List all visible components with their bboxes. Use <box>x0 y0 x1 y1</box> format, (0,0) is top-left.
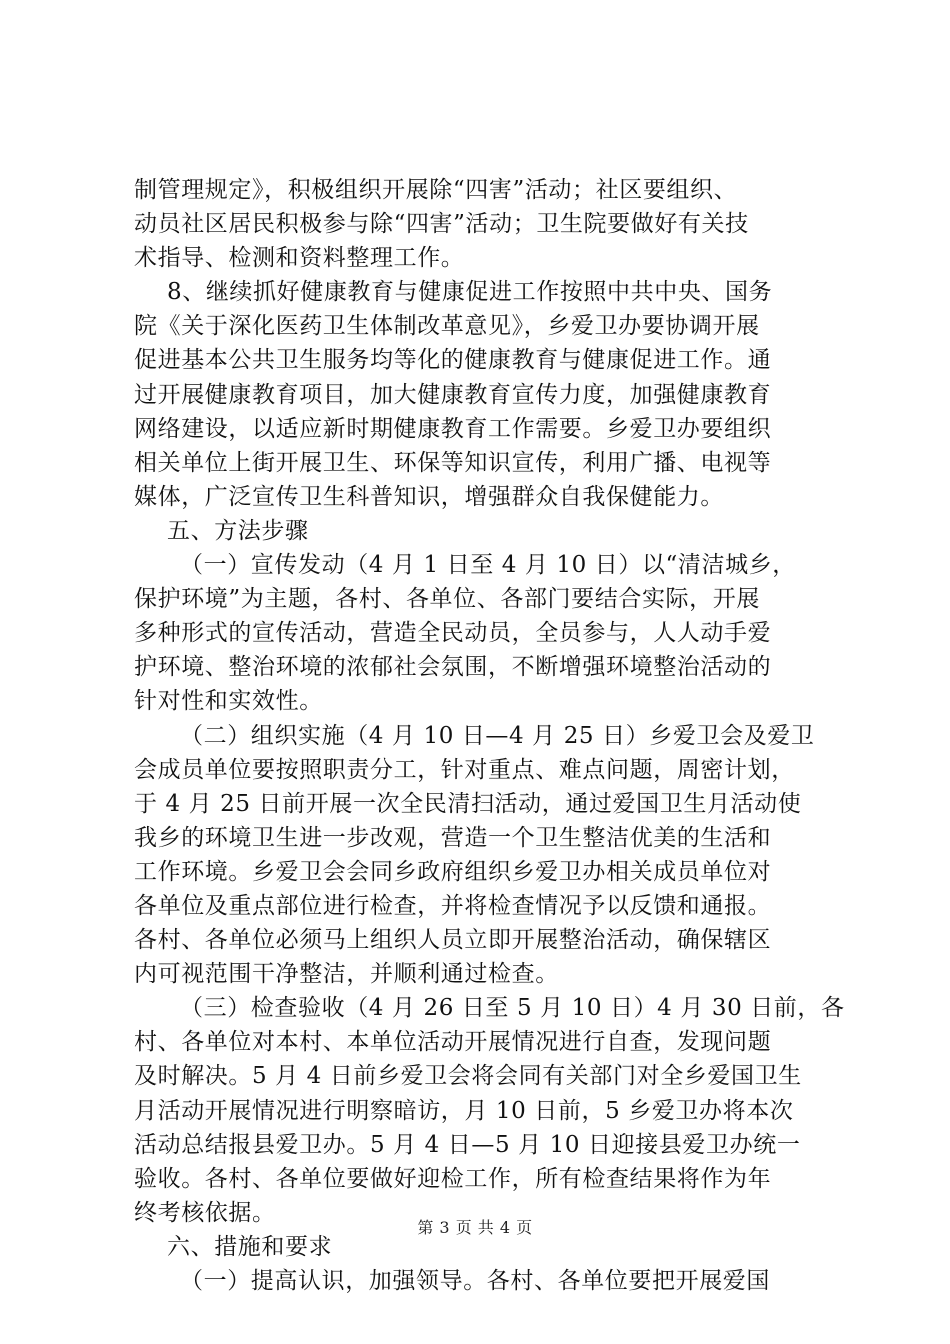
text-line: 动员社区居民积极参与除“四害”活动；卫生院要做好有关技 <box>134 211 749 238</box>
text-line: 术指导、检测和资料整理工作。 <box>134 245 465 272</box>
text-line: 验收。各村、各单位要做好迎检工作，所有检查结果将作为年 <box>134 1165 772 1192</box>
text-line: 我乡的环境卫生进一步改观，营造一个卫生整洁优美的生活和 <box>134 824 772 851</box>
document-body <box>134 173 845 1298</box>
text-line: 于 4 月 25 日前开展一次全民清扫活动，通过爱国卫生月活动使 <box>134 790 802 817</box>
page-number-footer: 第 3 页 共 4 页 <box>417 1218 533 1237</box>
text-line: 内可视范围干净整洁，并顺利通过检查。 <box>134 961 559 988</box>
text-line: 各村、各单位必须马上组织人员立即开展整治活动，确保辖区 <box>134 927 772 954</box>
text-line: （一）宣传发动（4 月 1 日至 4 月 10 日）以“清洁城乡， <box>180 552 796 579</box>
text-line: 促进基本公共卫生服务均等化的健康教育与健康促进工作。通 <box>134 347 772 374</box>
text-line: （三）检查验收（4 月 26 日至 5 月 10 日）4 月 30 日前，各 <box>180 995 845 1022</box>
text-line: 制管理规定》，积极组织开展除“四害”活动；社区要组织、 <box>134 177 738 203</box>
text-line: （二）组织实施（4 月 10 日—4 月 25 日）乡爱卫会及爱卫 <box>180 722 815 749</box>
text-line: 保护环境”为主题，各村、各单位、各部门要结合实际，开展 <box>134 586 760 613</box>
text-line: 六、措施和要求 <box>167 1233 333 1260</box>
text-line: 相关单位上街开展卫生、环保等知识宣传，利用广播、电视等 <box>134 449 772 476</box>
text-line: 针对性和实效性。 <box>134 688 323 715</box>
text-line: 活动总结报县爱卫办。5 月 4 日—5 月 10 日迎接县爱卫办统一 <box>134 1131 801 1158</box>
text-line: 网络建设，以适应新时期健康教育工作需要。乡爱卫办要组织 <box>134 415 772 442</box>
text-line: （一）提高认识，加强领导。各村、各单位要把开展爱国 <box>180 1268 770 1294</box>
text-line: 8、继续抓好健康教育与健康促进工作按照中共中央、国务 <box>167 279 773 306</box>
text-line: 过开展健康教育项目，加大健康教育宣传力度，加强健康教育 <box>134 381 772 408</box>
text-line: 各单位及重点部位进行检查，并将检查情况予以反馈和通报。 <box>134 892 772 919</box>
text-line: 工作环境。乡爱卫会会同乡政府组织乡爱卫办相关成员单位对 <box>134 858 772 885</box>
text-line: 村、各单位对本村、本单位活动开展情况进行自查，发现问题 <box>134 1029 772 1056</box>
text-line: 多种形式的宣传活动，营造全民动员，全员参与，人人动手爱 <box>134 620 772 647</box>
text-line: 媒体，广泛宣传卫生科普知识，增强群众自我保健能力。 <box>134 483 724 510</box>
text-line: 院《关于深化医药卫生体制改革意见》，乡爱卫办要协调开展 <box>134 313 760 340</box>
text-line: 会成员单位要按照职责分工，针对重点、难点问题，周密计划， <box>134 756 795 783</box>
text-line: 五、方法步骤 <box>167 517 309 544</box>
text-line: 及时解决。5 月 4 日前乡爱卫会将会同有关部门对全乡爱国卫生 <box>134 1063 802 1090</box>
text-line: 护环境、整治环境的浓郁社会氛围，不断增强环境整治活动的 <box>134 654 772 681</box>
text-line: 终考核依据。 <box>134 1199 276 1226</box>
text-line: 月活动开展情况进行明察暗访，月 10 日前，5 乡爱卫办将本次 <box>134 1097 794 1124</box>
